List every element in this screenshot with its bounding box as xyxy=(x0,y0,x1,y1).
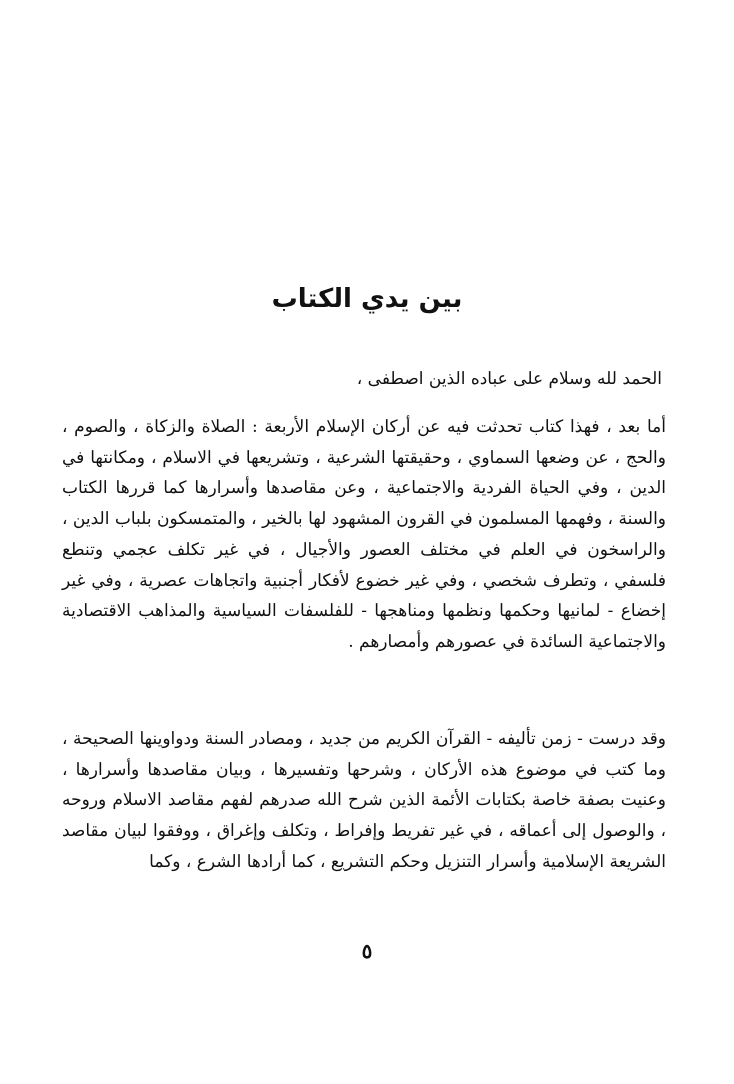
page-number: ٥ xyxy=(361,939,373,963)
chapter-title: بين يدي الكتاب xyxy=(271,284,463,314)
paragraph-1: أما بعد ، فهذا كتاب تحدثت فيه عن أركان الإسلام الأربعة : الصلاة والزكاة ، والصوم ، والحج ، عن وضعها السماوي ، وحقيقتها الشرعية ، وتشريعها في الاسلام ، ومكانتها في الدين ، وفي الحياة الفردية والاجتماعية ، وعن مقاصدها وأسرارها كما قررها الكتاب والسنة ، وفهمها المسلمون في القرون المشهود لها بالخير ، والمتمسكون بلباب الدين ، والراسخون في العلم في مختلف العصور والأجيال ، في غير تكلف عجمي وتنطع فلسفي ، وتطرف شخصي ، وفي غير خضوع لأفكار أجنبية واتجاهات عصرية ، وفي غير إخضاع - لمانيها وحكمها ونظمها ومناهجها - للفلسفات السياسية والمذاهب الاقتصادية والاجتماعية السائدة في عصورهم وأمصارهم . xyxy=(62,417,666,652)
paragraph-2: وقد درست - زمن تأليفه - القرآن الكريم من جديد ، ومصادر السنة ودواوينها الصحيحة ، وما كتب في موضوع هذه الأركان ، وشرحها وتفسيرها ، وبيان مقاصدها وأسرارها ، وعنيت بصفة خاصة بكتابات الأئمة الذين شرح الله صدرهم لفهم مقاصد الاسلام وروحه ، والوصول إلى أعماقه ، في غير تفريط وإفراط ، وتكلف وإغراق ، ووفقوا لبيان مقاصد الشريعة الإسلامية وأسرار التنزيل وحكم التشريع ، كما أرادها الشرع ، وكما xyxy=(62,729,666,872)
opening-greeting: الحمد لله وسلام على عباده الذين اصطفى ، xyxy=(356,369,662,389)
